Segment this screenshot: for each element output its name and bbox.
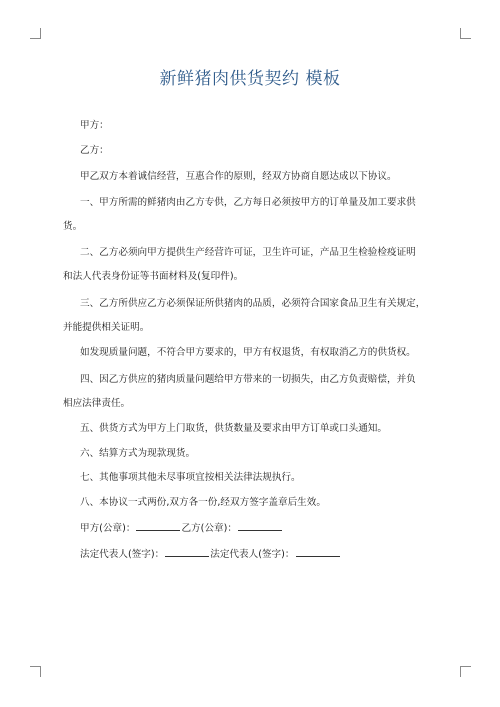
clause-1-line-2: 货。 bbox=[63, 221, 83, 232]
document-title: 新鲜猪肉供货契约 模板 bbox=[159, 69, 341, 89]
party-b-line: 乙方： bbox=[80, 145, 109, 156]
clause-7: 七、其他事项其他未尽事项宜按相关法律法规执行。 bbox=[80, 472, 301, 483]
rep-b-blank[interactable] bbox=[296, 555, 340, 557]
rep-a-blank[interactable] bbox=[165, 555, 209, 557]
crop-mark-top-right bbox=[460, 28, 471, 39]
clause-2-line-2: 和法人代表身份证等书面材料及(复印件)。 bbox=[63, 271, 244, 282]
party-a-line: 甲方： bbox=[80, 120, 109, 131]
clause-6: 六、结算方式为现款现货。 bbox=[80, 448, 196, 459]
clause-4-line-1: 四、因乙方供应的猪肉质量问题给甲方带来的一切损失，由乙方负责赔偿，并负 bbox=[80, 374, 416, 385]
seal-b-label: 乙方(公章)： bbox=[181, 523, 237, 534]
rep-b-label: 法定代表人(签字)： bbox=[210, 549, 295, 560]
crop-mark-bottom-right bbox=[460, 666, 471, 677]
intro-paragraph: 甲乙双方本着诚信经营，互惠合作的原则，经双方协商自愿达成以下协议。 bbox=[80, 171, 397, 182]
clause-5: 五、供货方式为甲方上门取货，供货数量及要求由甲方订单或口头通知。 bbox=[80, 423, 387, 434]
clause-4-line-2: 相应法律责任。 bbox=[63, 398, 131, 409]
seal-a-blank[interactable] bbox=[136, 529, 180, 531]
representative-line bbox=[80, 546, 341, 560]
quality-issue-paragraph: 如发现质量问题，不符合甲方要求的，甲方有权退货，有权取消乙方的供货权。 bbox=[80, 347, 416, 358]
clause-8: 八、本协议一式两份,双方各一份,经双方签字盖章后生效。 bbox=[80, 497, 326, 508]
seal-b-blank[interactable] bbox=[238, 529, 282, 531]
clause-1-line-1: 一、甲方所需的鲜猪肉由乙方专供，乙方每日必须按甲方的订单量及加工要求供 bbox=[80, 197, 416, 208]
seal-a-label: 甲方(公章)： bbox=[80, 523, 136, 534]
crop-mark-top-left bbox=[30, 28, 41, 39]
seal-line bbox=[80, 520, 283, 534]
crop-mark-bottom-left bbox=[30, 666, 41, 677]
rep-a-label: 法定代表人(签字)： bbox=[80, 549, 165, 560]
clause-3-line-1: 三、乙方所供应乙方必须保证所供猪肉的品质，必须符合国家食品卫生有关规定， bbox=[80, 298, 426, 309]
clause-2-line-1: 二、乙方必须向甲方提供生产经营许可证，卫生许可证，产品卫生检验检疫证明 bbox=[80, 247, 416, 258]
clause-3-line-2: 并能提供相关证明。 bbox=[63, 322, 150, 333]
